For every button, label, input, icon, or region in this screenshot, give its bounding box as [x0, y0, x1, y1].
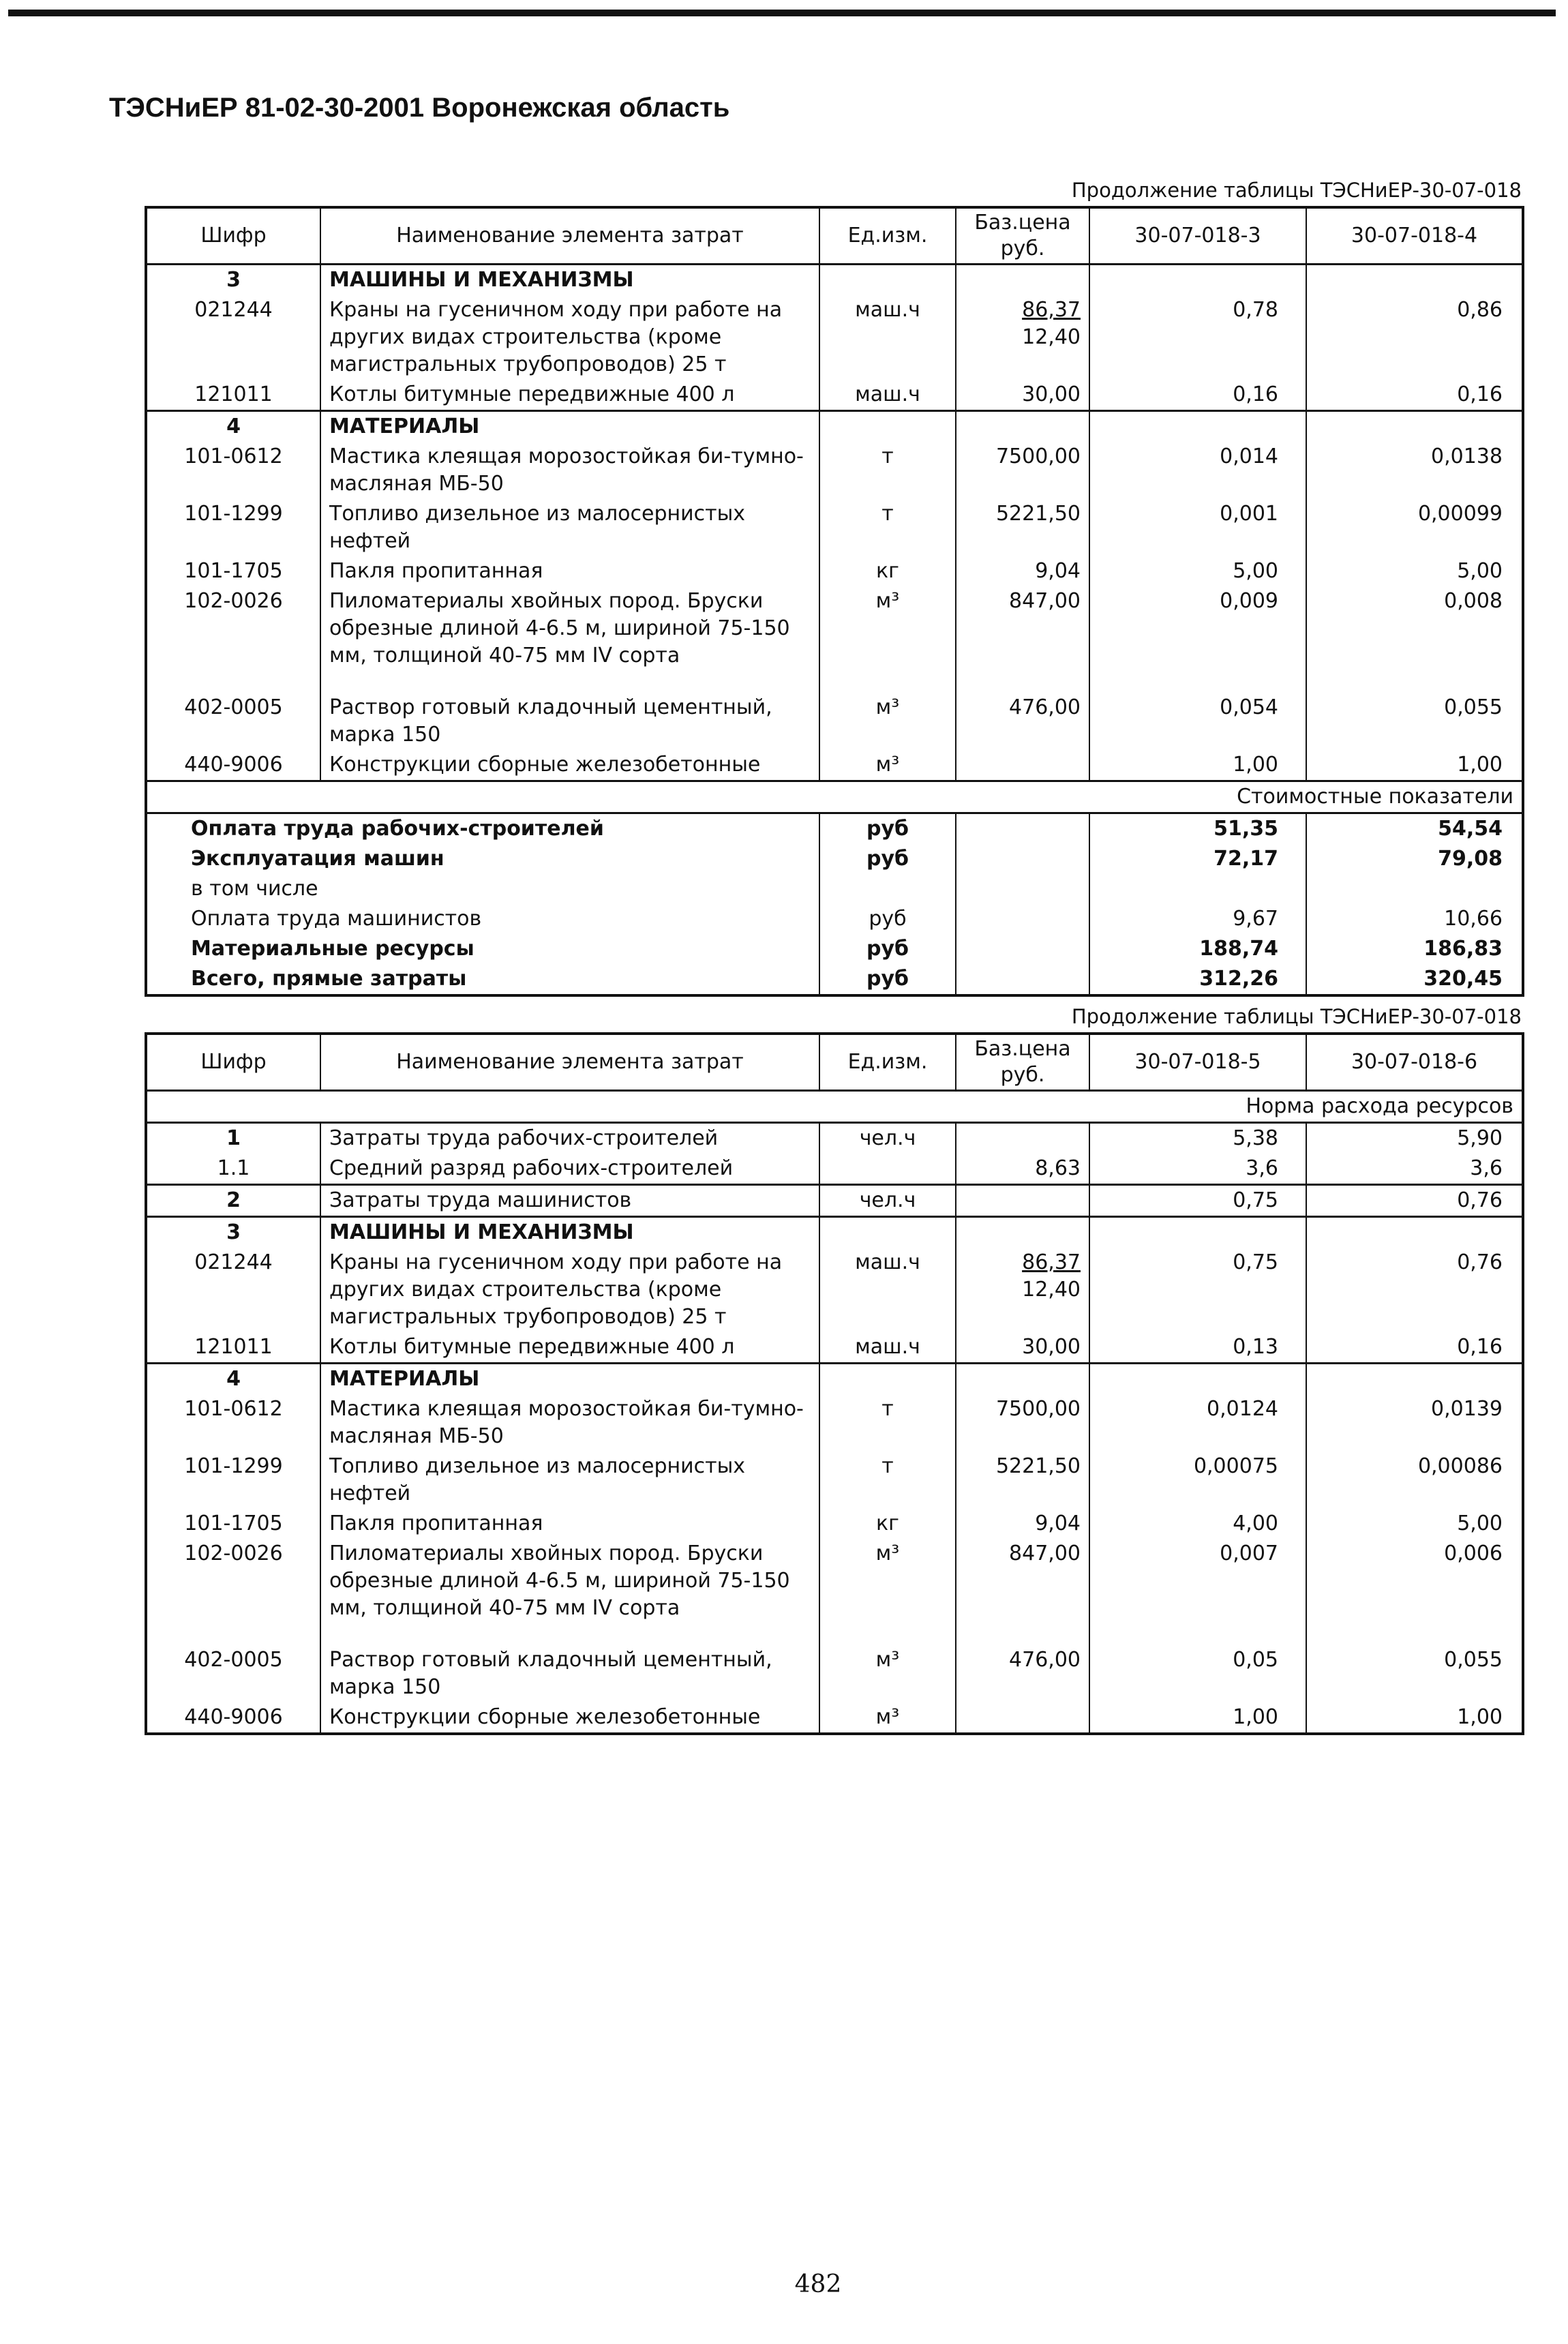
row-price: [956, 1509, 1089, 1539]
summary-label: Материальные ресурсы: [191, 937, 474, 961]
row-unit: [819, 1217, 956, 1248]
row-price-value: 476,00: [1009, 1648, 1081, 1672]
page-header: ТЭСНиЕР 81-02-30-2001 Воронежская область: [109, 93, 730, 123]
row-price-secondary: 12,40: [1022, 1278, 1081, 1302]
row-price: [956, 1332, 1089, 1364]
row-price-value: 9,04: [1035, 559, 1081, 583]
row-name: МАШИНЫ И МЕХАНИЗМЫ: [320, 1217, 819, 1248]
norm-row: [146, 1091, 1523, 1123]
row-value-b: 0,16: [1306, 380, 1523, 411]
row-price: [956, 750, 1089, 781]
row-price: [956, 556, 1089, 586]
summary-price: [956, 844, 1089, 874]
row-name: Затраты труда машинистов: [320, 1185, 819, 1217]
summary-row: [146, 964, 1523, 995]
cost-table-1: [145, 206, 1524, 997]
summary-value-b: 10,66: [1306, 904, 1523, 934]
row-value-a: 0,78: [1089, 295, 1306, 380]
row-price: [956, 295, 1089, 380]
row-value-a: 0,00075: [1089, 1452, 1306, 1509]
row-unit: маш.ч: [819, 380, 956, 411]
row-value-b: 0,76: [1306, 1248, 1523, 1332]
row-price: [956, 1154, 1089, 1185]
row-value-b: 0,055: [1306, 693, 1523, 750]
indicators-row: [146, 781, 1523, 813]
row-price: [956, 1702, 1089, 1734]
table-row: [146, 556, 1523, 586]
summary-value-b: 79,08: [1306, 844, 1523, 874]
row-value-b: [1306, 411, 1523, 442]
row-price-value: 7500,00: [995, 1397, 1081, 1421]
table-caption-2: Продолжение таблицы ТЭСНиЕР-30-07-018: [1071, 1005, 1522, 1028]
row-name: Средний разряд рабочих-строителей: [320, 1154, 819, 1185]
row-value-a: [1089, 265, 1306, 296]
summary-unit: руб: [819, 964, 956, 995]
row-value-a: 1,00: [1089, 750, 1306, 781]
row-code: 101-0612: [184, 445, 283, 468]
summary-price: [956, 874, 1089, 904]
col-a-header: 30-07-018-3: [1089, 207, 1306, 265]
table-row: [146, 295, 1523, 380]
row-name: Мастика клеящая морозостойкая би-тумно-масляная МБ-50: [320, 442, 819, 499]
row-price-value: 9,04: [1035, 1512, 1081, 1535]
summary-value-b: 320,45: [1306, 964, 1523, 995]
row-code: 121011: [194, 382, 273, 406]
row-name: Пакля пропитанная: [320, 556, 819, 586]
row-price: [956, 1123, 1089, 1154]
table-row: [146, 1702, 1523, 1734]
summary-unit: руб: [819, 844, 956, 874]
row-value-a: [1089, 1217, 1306, 1248]
row-value-a: 0,009: [1089, 586, 1306, 693]
table-row: [146, 1539, 1523, 1645]
row-unit: [819, 265, 956, 296]
row-price: [956, 411, 1089, 442]
row-unit: маш.ч: [819, 1332, 956, 1364]
row-unit: [819, 411, 956, 442]
summary-unit: руб: [819, 813, 956, 845]
section-row: [146, 411, 1523, 442]
row-value-b: 1,00: [1306, 750, 1523, 781]
row-code: 4: [146, 411, 320, 442]
row-price-value: 30,00: [1022, 382, 1081, 406]
row-price-value: 847,00: [1009, 1542, 1081, 1565]
table-row: [146, 499, 1523, 556]
section-row: [146, 265, 1523, 296]
norm-label: Норма расхода ресурсов: [146, 1091, 1523, 1123]
row-name: Котлы битумные передвижные 400 л: [320, 1332, 819, 1364]
row-price: [956, 1217, 1089, 1248]
row-value-a: 0,75: [1089, 1248, 1306, 1332]
section-row: [146, 1217, 1523, 1248]
summary-value-a: 188,74: [1089, 934, 1306, 964]
summary-label: в том числе: [191, 877, 318, 901]
row-name: Раствор готовый кладочный цементный, марка 150: [320, 1645, 819, 1702]
row-name: Пиломатериалы хвойных пород. Бруски обрезные длиной 4-6.5 м, шириной 75-150 мм, толщиной 40-75 мм IV сорта: [320, 1539, 819, 1645]
summary-row: [146, 844, 1523, 874]
row-code: 101-1299: [184, 1454, 283, 1478]
row-value-a: 0,014: [1089, 442, 1306, 499]
table-row: [146, 1332, 1523, 1364]
table-row: [146, 750, 1523, 781]
row-name: Мастика клеящая морозостойкая би-тумно-масляная МБ-50: [320, 1394, 819, 1452]
top-rule: [8, 10, 1556, 16]
row-code: 101-1299: [184, 502, 283, 526]
row-value-b: 0,006: [1306, 1539, 1523, 1645]
row-value-a: 0,054: [1089, 693, 1306, 750]
row-value-b: [1306, 265, 1523, 296]
table-row: [146, 1394, 1523, 1452]
summary-price: [956, 904, 1089, 934]
col-unit-header: Ед.изм.: [819, 207, 956, 265]
summary-value-a: 72,17: [1089, 844, 1306, 874]
row-unit: т: [819, 1452, 956, 1509]
row-value-b: 1,00: [1306, 1702, 1523, 1734]
row-value-b: 0,055: [1306, 1645, 1523, 1702]
row-value-b: 0,008: [1306, 586, 1523, 693]
row-code: 101-1705: [184, 559, 283, 583]
col-code-header: Шифр: [146, 207, 320, 265]
table-row: [146, 1123, 1523, 1154]
indicators-label: Стоимостные показатели: [146, 781, 1523, 813]
summary-value-a: 51,35: [1089, 813, 1306, 845]
table-header-row: [146, 207, 1523, 265]
summary-row: [146, 813, 1523, 845]
row-code: 021244: [194, 298, 273, 322]
row-unit: м³: [819, 1702, 956, 1734]
row-value-a: [1089, 411, 1306, 442]
row-name: Топливо дизельное из малосернистых нефтей: [320, 1452, 819, 1509]
row-price: [956, 265, 1089, 296]
row-code: 3: [226, 268, 241, 292]
row-unit: м³: [819, 1645, 956, 1702]
row-code: 402-0005: [184, 695, 283, 719]
table-row: [146, 693, 1523, 750]
table-row: [146, 1452, 1523, 1509]
row-value-a: 0,05: [1089, 1645, 1306, 1702]
summary-label: Оплата труда рабочих-строителей: [191, 817, 604, 841]
row-unit: маш.ч: [819, 295, 956, 380]
row-price-value: 86,37: [1022, 298, 1081, 322]
row-value-a: 5,00: [1089, 556, 1306, 586]
row-price: [956, 1539, 1089, 1645]
row-price-value: 5221,50: [995, 502, 1081, 526]
row-code: 021244: [194, 1250, 273, 1274]
row-name: Топливо дизельное из малосернистых нефтей: [320, 499, 819, 556]
row-value-b: 0,00086: [1306, 1452, 1523, 1509]
row-value-a: 0,0124: [1089, 1394, 1306, 1452]
row-name: Краны на гусеничном ходу при работе на других видах строительства (кроме магистральных трубопроводов) 25 т: [320, 295, 819, 380]
row-unit: т: [819, 499, 956, 556]
row-code: 1: [226, 1126, 241, 1150]
row-unit: т: [819, 442, 956, 499]
table-row: [146, 1154, 1523, 1185]
row-value-a: 3,6: [1089, 1154, 1306, 1185]
row-code: 3: [146, 1217, 320, 1248]
row-value-b: 0,16: [1306, 1332, 1523, 1364]
row-name: МАШИНЫ И МЕХАНИЗМЫ: [320, 265, 819, 296]
page-number: 482: [794, 2270, 842, 2298]
row-unit: м³: [819, 1539, 956, 1645]
row-unit: кг: [819, 1509, 956, 1539]
table-row: [146, 442, 1523, 499]
row-name: Котлы битумные передвижные 400 л: [320, 380, 819, 411]
summary-price: [956, 934, 1089, 964]
row-unit: [819, 1154, 956, 1185]
row-price: [956, 693, 1089, 750]
row-price: [956, 1645, 1089, 1702]
row-name: МАТЕРИАЛЫ: [320, 411, 819, 442]
row-name: Затраты труда рабочих-строителей: [320, 1123, 819, 1154]
row-unit: чел.ч: [819, 1123, 956, 1154]
row-unit: [819, 1364, 956, 1395]
row-value-a: 1,00: [1089, 1702, 1306, 1734]
row-unit: т: [819, 1394, 956, 1452]
row-value-a: [1089, 1364, 1306, 1395]
row-price: [956, 1185, 1089, 1217]
col-code-header: Шифр: [146, 1034, 320, 1091]
row-price: [956, 1394, 1089, 1452]
row-price: [956, 1248, 1089, 1332]
row-value-b: 0,76: [1306, 1185, 1523, 1217]
col-name-header: Наименование элемента затрат: [320, 1034, 819, 1091]
col-unit-header: Ед.изм.: [819, 1034, 956, 1091]
col-price-header: Баз.цена руб.: [956, 207, 1089, 265]
summary-value-b: 54,54: [1306, 813, 1523, 845]
row-value-a: 0,001: [1089, 499, 1306, 556]
table-header-row: [146, 1034, 1523, 1091]
row-value-b: 0,00099: [1306, 499, 1523, 556]
table-caption-1: Продолжение таблицы ТЭСНиЕР-30-07-018: [1071, 179, 1522, 202]
summary-row: [146, 904, 1523, 934]
row-value-a: 0,13: [1089, 1332, 1306, 1364]
row-unit: чел.ч: [819, 1185, 956, 1217]
row-code: 402-0005: [184, 1648, 283, 1672]
col-a-header: 30-07-018-5: [1089, 1034, 1306, 1091]
summary-value-b: [1306, 874, 1523, 904]
row-value-b: 0,86: [1306, 295, 1523, 380]
row-price: [956, 1364, 1089, 1395]
row-name: МАТЕРИАЛЫ: [320, 1364, 819, 1395]
row-code: 440-9006: [184, 1705, 283, 1729]
row-price-value: 86,37: [1022, 1250, 1081, 1274]
summary-label: Эксплуатация машин: [191, 847, 444, 871]
row-value-b: 5,00: [1306, 556, 1523, 586]
row-unit: м³: [819, 586, 956, 693]
row-price: [956, 1452, 1089, 1509]
row-price-value: 30,00: [1022, 1335, 1081, 1359]
row-name: Раствор готовый кладочный цементный, марка 150: [320, 693, 819, 750]
row-value-b: 5,00: [1306, 1509, 1523, 1539]
row-value-b: [1306, 1364, 1523, 1395]
row-code: 101-1705: [184, 1512, 283, 1535]
row-price-value: 8,63: [1035, 1156, 1081, 1180]
row-name: Конструкции сборные железобетонные: [320, 1702, 819, 1734]
table-row: [146, 1645, 1523, 1702]
row-price: [956, 442, 1089, 499]
summary-unit: [819, 874, 956, 904]
row-value-b: 0,0138: [1306, 442, 1523, 499]
row-name: Конструкции сборные железобетонные: [320, 750, 819, 781]
summary-label: Всего, прямые затраты: [191, 967, 467, 991]
row-unit: м³: [819, 750, 956, 781]
row-code: 2: [146, 1185, 320, 1217]
table-row: [146, 1185, 1523, 1217]
row-unit: маш.ч: [819, 1248, 956, 1332]
summary-unit: руб: [819, 934, 956, 964]
table-row: [146, 380, 1523, 411]
summary-row: [146, 934, 1523, 964]
row-name: Краны на гусеничном ходу при работе на других видах строительства (кроме магистральных трубопроводов) 25 т: [320, 1248, 819, 1332]
row-code: 121011: [194, 1335, 273, 1359]
col-name-header: Наименование элемента затрат: [320, 207, 819, 265]
row-code: 1.1: [217, 1156, 250, 1180]
row-value-a: 4,00: [1089, 1509, 1306, 1539]
row-code: 101-0612: [184, 1397, 283, 1421]
row-name: Пиломатериалы хвойных пород. Бруски обрезные длиной 4-6.5 м, шириной 75-150 мм, толщиной 40-75 мм IV сорта: [320, 586, 819, 693]
summary-row: [146, 874, 1523, 904]
summary-value-a: [1089, 874, 1306, 904]
row-code: 102-0026: [184, 589, 283, 613]
row-unit: кг: [819, 556, 956, 586]
summary-value-b: 186,83: [1306, 934, 1523, 964]
summary-value-a: 312,26: [1089, 964, 1306, 995]
row-price: [956, 586, 1089, 693]
row-name: Пакля пропитанная: [320, 1509, 819, 1539]
row-code: 440-9006: [184, 753, 283, 777]
row-value-b: 0,0139: [1306, 1394, 1523, 1452]
row-value-a: 0,75: [1089, 1185, 1306, 1217]
cost-table-2: [145, 1032, 1524, 1735]
row-price: [956, 499, 1089, 556]
row-value-b: 3,6: [1306, 1154, 1523, 1185]
col-b-header: 30-07-018-4: [1306, 207, 1523, 265]
row-price-value: 7500,00: [995, 445, 1081, 468]
row-value-b: 5,90: [1306, 1123, 1523, 1154]
row-unit: м³: [819, 693, 956, 750]
section-row: [146, 1364, 1523, 1395]
col-price-header: Баз.цена руб.: [956, 1034, 1089, 1091]
table-row: [146, 1248, 1523, 1332]
row-value-a: 5,38: [1089, 1123, 1306, 1154]
row-price-value: 5221,50: [995, 1454, 1081, 1478]
summary-price: [956, 964, 1089, 995]
table-row: [146, 586, 1523, 693]
row-price-value: 476,00: [1009, 695, 1081, 719]
row-code: 102-0026: [184, 1542, 283, 1565]
row-price: [956, 380, 1089, 411]
row-value-a: 0,007: [1089, 1539, 1306, 1645]
summary-label: Оплата труда машинистов: [191, 907, 482, 931]
col-b-header: 30-07-018-6: [1306, 1034, 1523, 1091]
table-row: [146, 1509, 1523, 1539]
row-code: 4: [146, 1364, 320, 1395]
row-price-value: 847,00: [1009, 589, 1081, 613]
row-value-b: [1306, 1217, 1523, 1248]
summary-unit: руб: [819, 904, 956, 934]
row-price-secondary: 12,40: [1022, 325, 1081, 349]
summary-price: [956, 813, 1089, 845]
summary-value-a: 9,67: [1089, 904, 1306, 934]
row-value-a: 0,16: [1089, 380, 1306, 411]
